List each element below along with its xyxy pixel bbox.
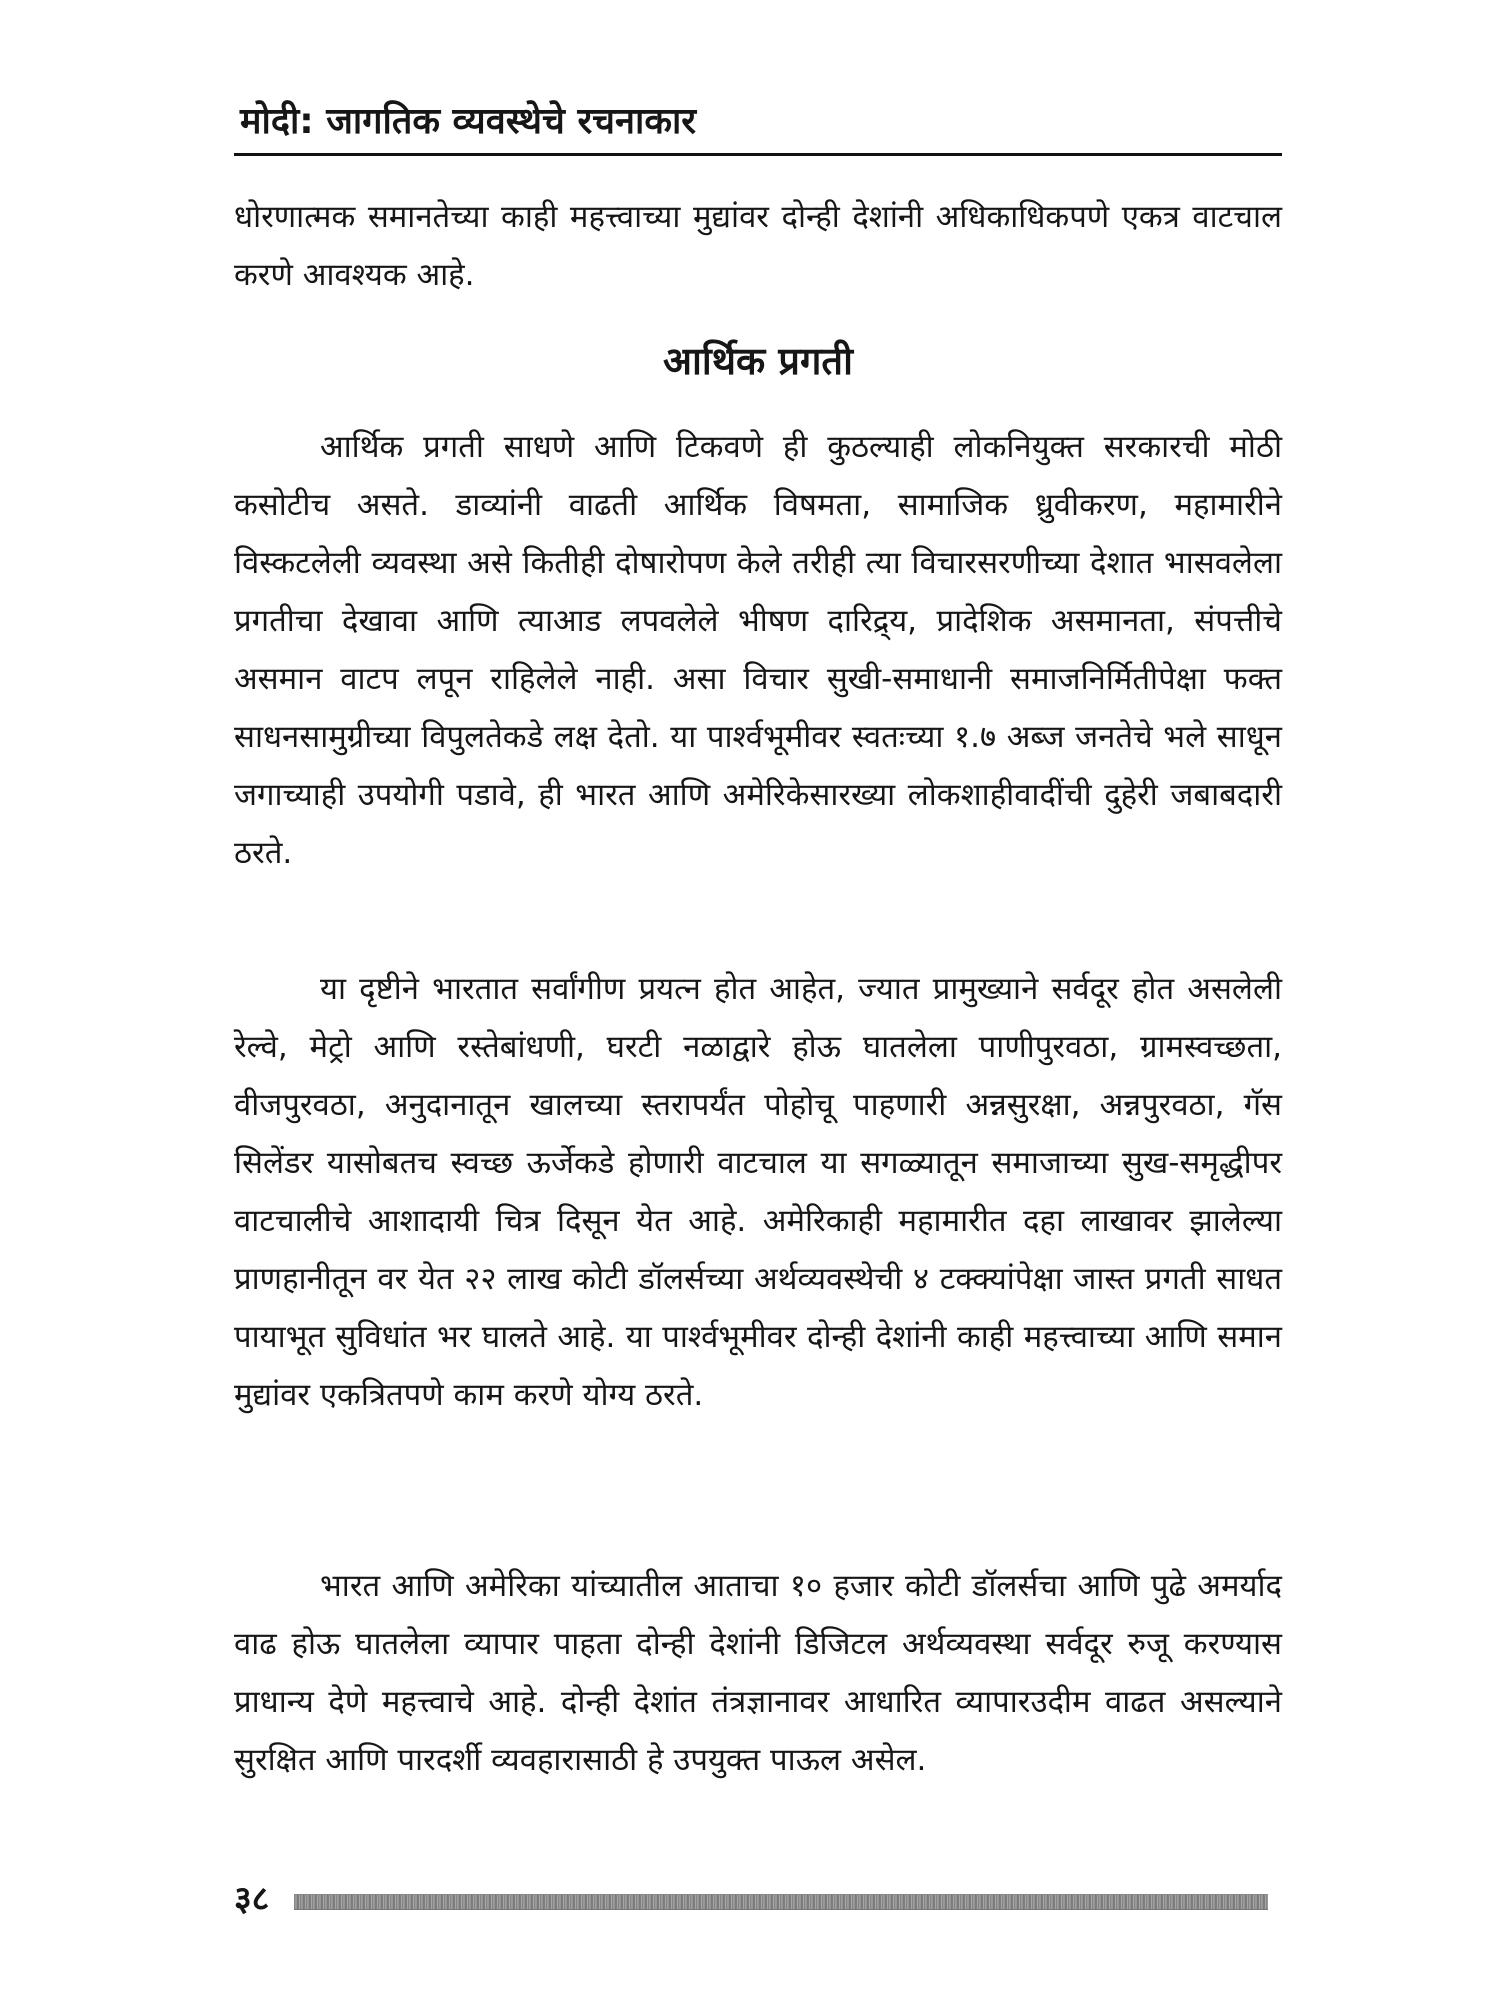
page-number: ३८ bbox=[234, 1879, 270, 1919]
paragraph-2: या दृष्टीने भारतात सर्वांगीण प्रयत्न होत आहेत, ज्यात प्रामुख्याने सर्वदूर होत असलेली रेल्वे, मेट्रो आणि रस्तेबांधणी, घरटी नळाद्वारे होऊ घातलेला पाणीपुरवठा, ग्रामस्वच्छता, वीजपुरवठा, अनुदानातून खालच्या स्तरापर्यंत पोहोचू पाहणारी अन्नसुरक्षा, अन्नपुरवठा, गॅस सिलेंडर यासोबतच स्वच्छ ऊर्जेकडे होणारी वाटचाल या सगळ्यातून समाजाच्या सुख-समृद्धीपर वाटचालीचे आशादायी चित्र दिसून येत आहे. अमेरिकाही महामारीत दहा लाखावर झालेल्या प्राणहानीतून वर येत २२ लाख कोटी डॉलर्सच्या अर्थव्यवस्थेची ४ टक्क्यांपेक्षा जास्त प्रगती साधत पायाभूत सुविधांत भर घालते आहे. या पार्श्वभूमीवर दोन्ही देशांनी काही महत्त्वाच्या आणि समान मुद्यांवर एकत्रितपणे काम करणे योग्य ठरते. bbox=[234, 971, 1282, 1413]
intro-paragraph: धोरणात्मक समानतेच्या काही महत्त्वाच्या मुद्यांवर दोन्ही देशांनी अधिकाधिकपणे एकत्र वाटचाल करणे आवश्यक आहे. bbox=[234, 199, 1282, 293]
footer-decorative-bar bbox=[294, 1894, 1268, 1910]
paragraph-3: भारत आणि अमेरिका यांच्यातील आताचा १० हजार कोटी डॉलर्सचा आणि पुढे अमर्याद वाढ होऊ घातलेला व्यापार पाहता दोन्ही देशांनी डिजिटल अर्थव्यवस्था सर्वदूर रुजू करण्यास प्राधान्य देणे महत्त्वाचे आहे. दोन्ही देशांत तंत्रज्ञानावर आधारित व्यापारउदीम वाढत असल्याने सुरक्षित आणि पारदर्शी व्यवहारासाठी हे उपयुक्त पाऊल असेल. bbox=[234, 1568, 1282, 1778]
section-title: आर्थिक प्रगती bbox=[663, 339, 853, 383]
paragraph-1: आर्थिक प्रगती साधणे आणि टिकवणे ही कुठल्याही लोकनियुक्त सरकारची मोठी कसोटीच असते. डाव्यांनी वाढती आर्थिक विषमता, सामाजिक ध्रुवीकरण, महामारीने विस्कटलेली व्यवस्था असे कितीही दोषारोपण केले तरीही त्या विचारसरणीच्या देशात भासवलेला प्रगतीचा देखावा आणि त्याआड लपवलेले भीषण दारिद्र्य, प्रादेशिक असमानता, संपत्तीचे असमान वाटप लपून राहिलेले नाही. असा विचार सुखी-समाधानी समाजनिर्मितीपेक्षा फक्त साधनसामुग्रीच्या विपुलतेकडे लक्ष देतो. या पार्श्वभूमीवर स्वतःच्या १.७ अब्ज जनतेचे भले साधून जगाच्याही उपयोगी पडावे, ही भारत आणि अमेरिकेसारख्या लोकशाहीवादींची दुहेरी जबाबदारी ठरते. bbox=[234, 429, 1282, 871]
running-head: मोदी: जागतिक व्यवस्थेचे रचनाकार bbox=[240, 101, 697, 142]
header-rule bbox=[234, 153, 1282, 156]
